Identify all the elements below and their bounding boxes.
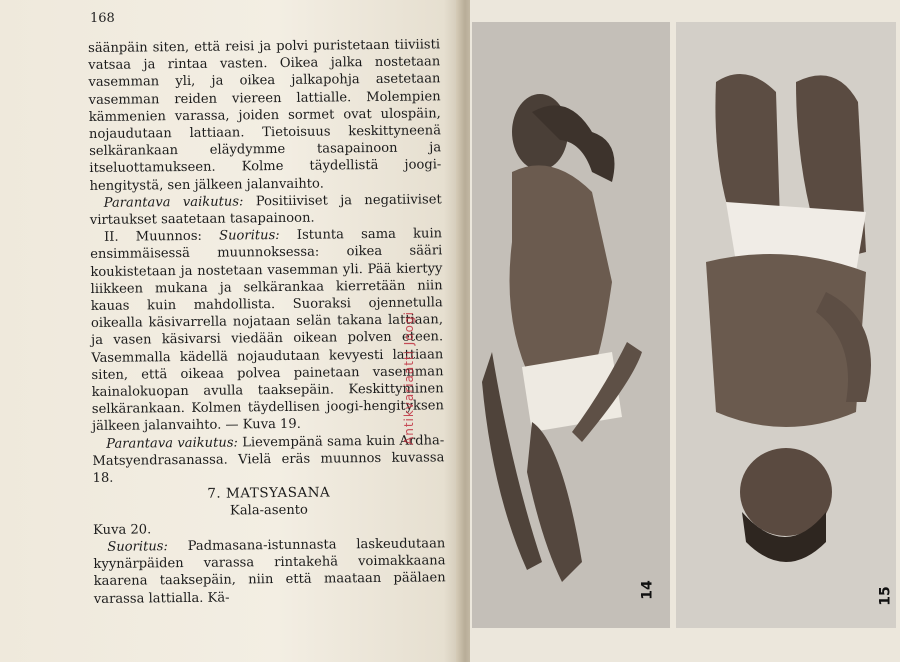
paragraph-2-text: Positiiviset ja negatiiviset virtaukset saatetaan tasapainoon. bbox=[89, 192, 442, 229]
figure-14-number: 14 bbox=[639, 580, 656, 600]
photo-figure-14 bbox=[472, 22, 670, 628]
paragraph-3-prefix: II. Muunnos: bbox=[103, 228, 220, 246]
paragraph-1: säänpäin siten, että reisi ja polvi puristetaan tiiviisti vatsaa ja rintaa vasten. Oikea jalka nostetaan vasemman yli, ja oikea jalkapohja asetetaan vasemman reiden viereen lattialle. Molempien kämmenien varassa, joiden sormet ovat ulospäin, nojaudutaan lattiaan. Tietoisuus keskittyneenä selkärankaan eläydymme tasapainoon ja itseluottamukseen. Kolme täydellistä joogi-hengitystä, sen jälkeen jalanvaihto. bbox=[88, 37, 442, 194]
paragraph-4-text: Lievempänä sama kuin Ardha-Matsyendrasanassa. Vielä eräs muunnos kuvassa 18. bbox=[92, 432, 445, 487]
paragraph-5-label: Suoritus: bbox=[107, 539, 168, 555]
paragraph-3-label: Suoritus: bbox=[219, 228, 280, 244]
paragraph-2 bbox=[90, 191, 442, 229]
figure-reference: Kuva 20. bbox=[93, 522, 152, 538]
photo-figure-15 bbox=[676, 22, 896, 628]
watermark-stamp: Antikvariaatti Joogi bbox=[402, 311, 416, 445]
paragraph-2-label: Parantava vaikutus: bbox=[103, 194, 244, 211]
paragraph-5 bbox=[93, 535, 446, 607]
yoga-twist-pose-illustration bbox=[472, 22, 670, 628]
section-heading: 7. MATSYASANA bbox=[207, 484, 331, 503]
section-subheading: Kala-asento bbox=[229, 503, 308, 520]
paragraph-4-label: Parantava vaikutus: bbox=[106, 435, 238, 452]
paragraph-3 bbox=[90, 226, 444, 436]
yoga-fish-pose-illustration bbox=[676, 22, 896, 628]
page-number: 168 bbox=[90, 11, 115, 26]
figure-15-number: 15 bbox=[877, 586, 894, 606]
body-text bbox=[88, 36, 446, 607]
paragraph-3-text: Istunta sama kuin ensimmäisessä muunnoksessa: oikea sääri koukistetaan ja nostetaan vasemman yli. Pää kiertyy liikkeen mukana ja selkärankaa kierretään niin kauas kuin mahdollista. Suoraksi ojennetulla oikealla käsivarrella nojataan selän takana lattiaan, ja vasen käsivarsi viedään oikean polven eteen. Vasemmalla kädellä nojaudutaan kevyesti lattiaan siten, että oikeaa polvea painetaan vasemman kainalokuopan avulla taaksepäin. Keskittyminen selkärankaan. Kolmen täydellisen joogi-hengityksen jälkeen jalanvaihto. — Kuva 19. bbox=[90, 226, 444, 435]
paragraph-5-text: Padmasana-istunnasta laskeudutaan kyynärpäiden varassa rintakehä voimakkaana kaarena taaksepäin, niin että maataan päälaen varassa lattialla. Kä- bbox=[93, 536, 446, 607]
paragraph-4 bbox=[92, 432, 445, 487]
